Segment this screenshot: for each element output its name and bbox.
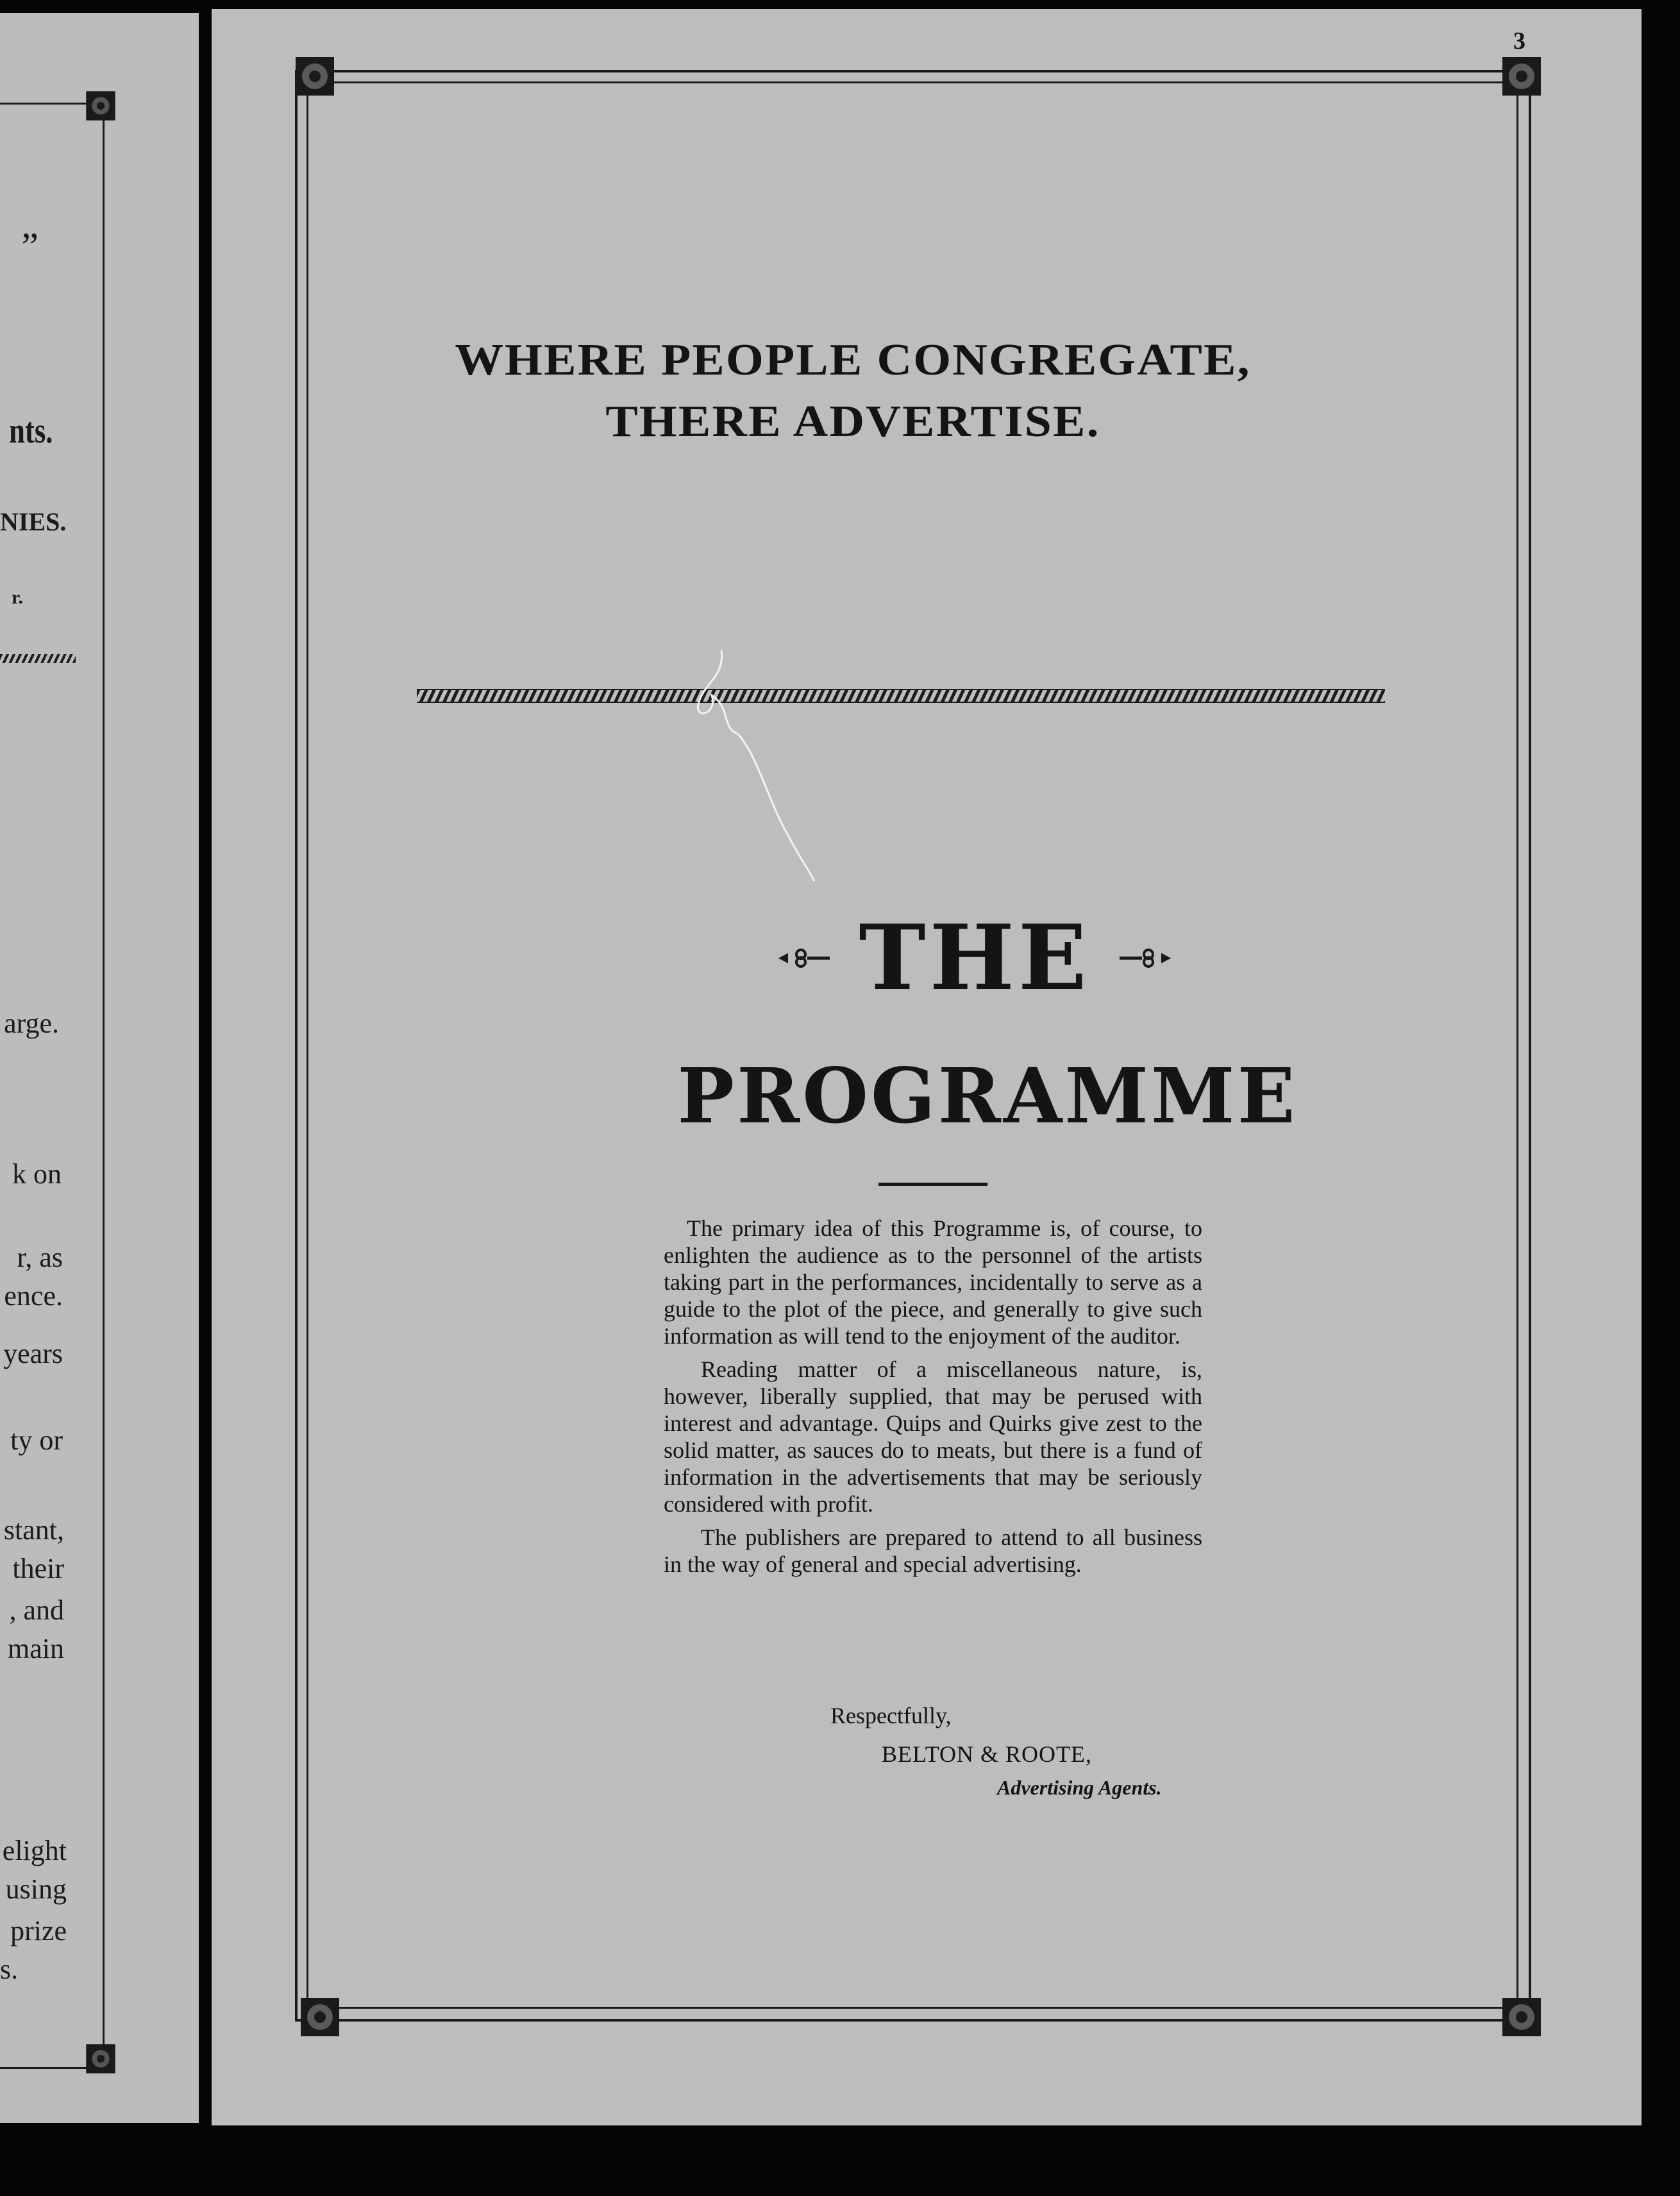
fragment-text: , and (9, 1594, 64, 1626)
fragment-text: years (3, 1338, 63, 1369)
body-text (664, 1215, 1202, 1584)
headline-line-1: WHERE PEOPLE CONGREGATE, (455, 335, 1251, 385)
corner-ornament-icon (294, 55, 336, 97)
fragment-text: arge. (4, 1008, 59, 1039)
fragment-text: prize (10, 1915, 67, 1947)
fragment-text: NIES. (0, 507, 67, 536)
fragment-text: k on (12, 1158, 62, 1190)
fleuron-left-icon (775, 945, 833, 971)
signature-title: Advertising Agents. (997, 1776, 1162, 1799)
fragment-text: s. (0, 1954, 19, 1985)
previous-page-strip (0, 13, 199, 2123)
signature-name: BELTON & ROOTE, (882, 1741, 1093, 1767)
fragment-text: r. (11, 587, 23, 608)
corner-ornament-icon (1500, 1996, 1543, 2038)
fragment-text: ence. (4, 1280, 63, 1312)
title-programme: PROGRAMME (677, 1051, 1298, 1140)
corner-ornament-icon (85, 2043, 117, 2075)
title-the-row (769, 907, 1180, 1009)
previous-page-rule (0, 654, 76, 663)
ornamental-rule (417, 689, 1385, 703)
signature-closing: Respectfully, (830, 1703, 952, 1728)
fragment-text: r, as (17, 1242, 63, 1273)
fragment-text: their (12, 1553, 64, 1584)
fleuron-right-icon (1116, 945, 1174, 971)
previous-page-frame (0, 103, 105, 2069)
fragment-text: ty or (10, 1424, 63, 1456)
body-paragraph: Reading matter of a miscellaneous nature, is, however, liberally supplied, that may be perused with interest and advantage. Quips and Quirks give zest to the solid matter, as sauces do to meats, but there is a fund of information in the advertisements that may be seriously considered with profit. (664, 1356, 1202, 1517)
short-divider (878, 1183, 987, 1186)
corner-ornament-icon (1500, 55, 1543, 97)
page-number: 3 (1513, 28, 1525, 55)
body-paragraph: The publishers are prepared to attend to all business in the way of general and special advertising. (664, 1525, 1202, 1577)
corner-ornament-icon (85, 90, 117, 122)
body-paragraph: The primary idea of this Programme is, of course, to enlighten the audience as to the personnel of the artists taking part in the performances, incidentally to serve as a guide to the plot of the piece, and generally to give such information as will tend to the enjoyment of the auditor. (664, 1215, 1202, 1349)
fragment-text: stant, (3, 1514, 64, 1546)
fragment-text: nts. (9, 411, 53, 451)
fragment-text: using (5, 1873, 67, 1905)
headline (389, 330, 1316, 453)
fragment-text: ” (21, 225, 38, 267)
title-the: THE (859, 906, 1091, 1011)
fragment-text: main (8, 1633, 64, 1664)
corner-ornament-icon (299, 1996, 341, 2038)
programme-page (212, 9, 1642, 2125)
fragment-text: elight (2, 1835, 67, 1866)
headline-line-2: THERE ADVERTISE. (605, 397, 1100, 446)
